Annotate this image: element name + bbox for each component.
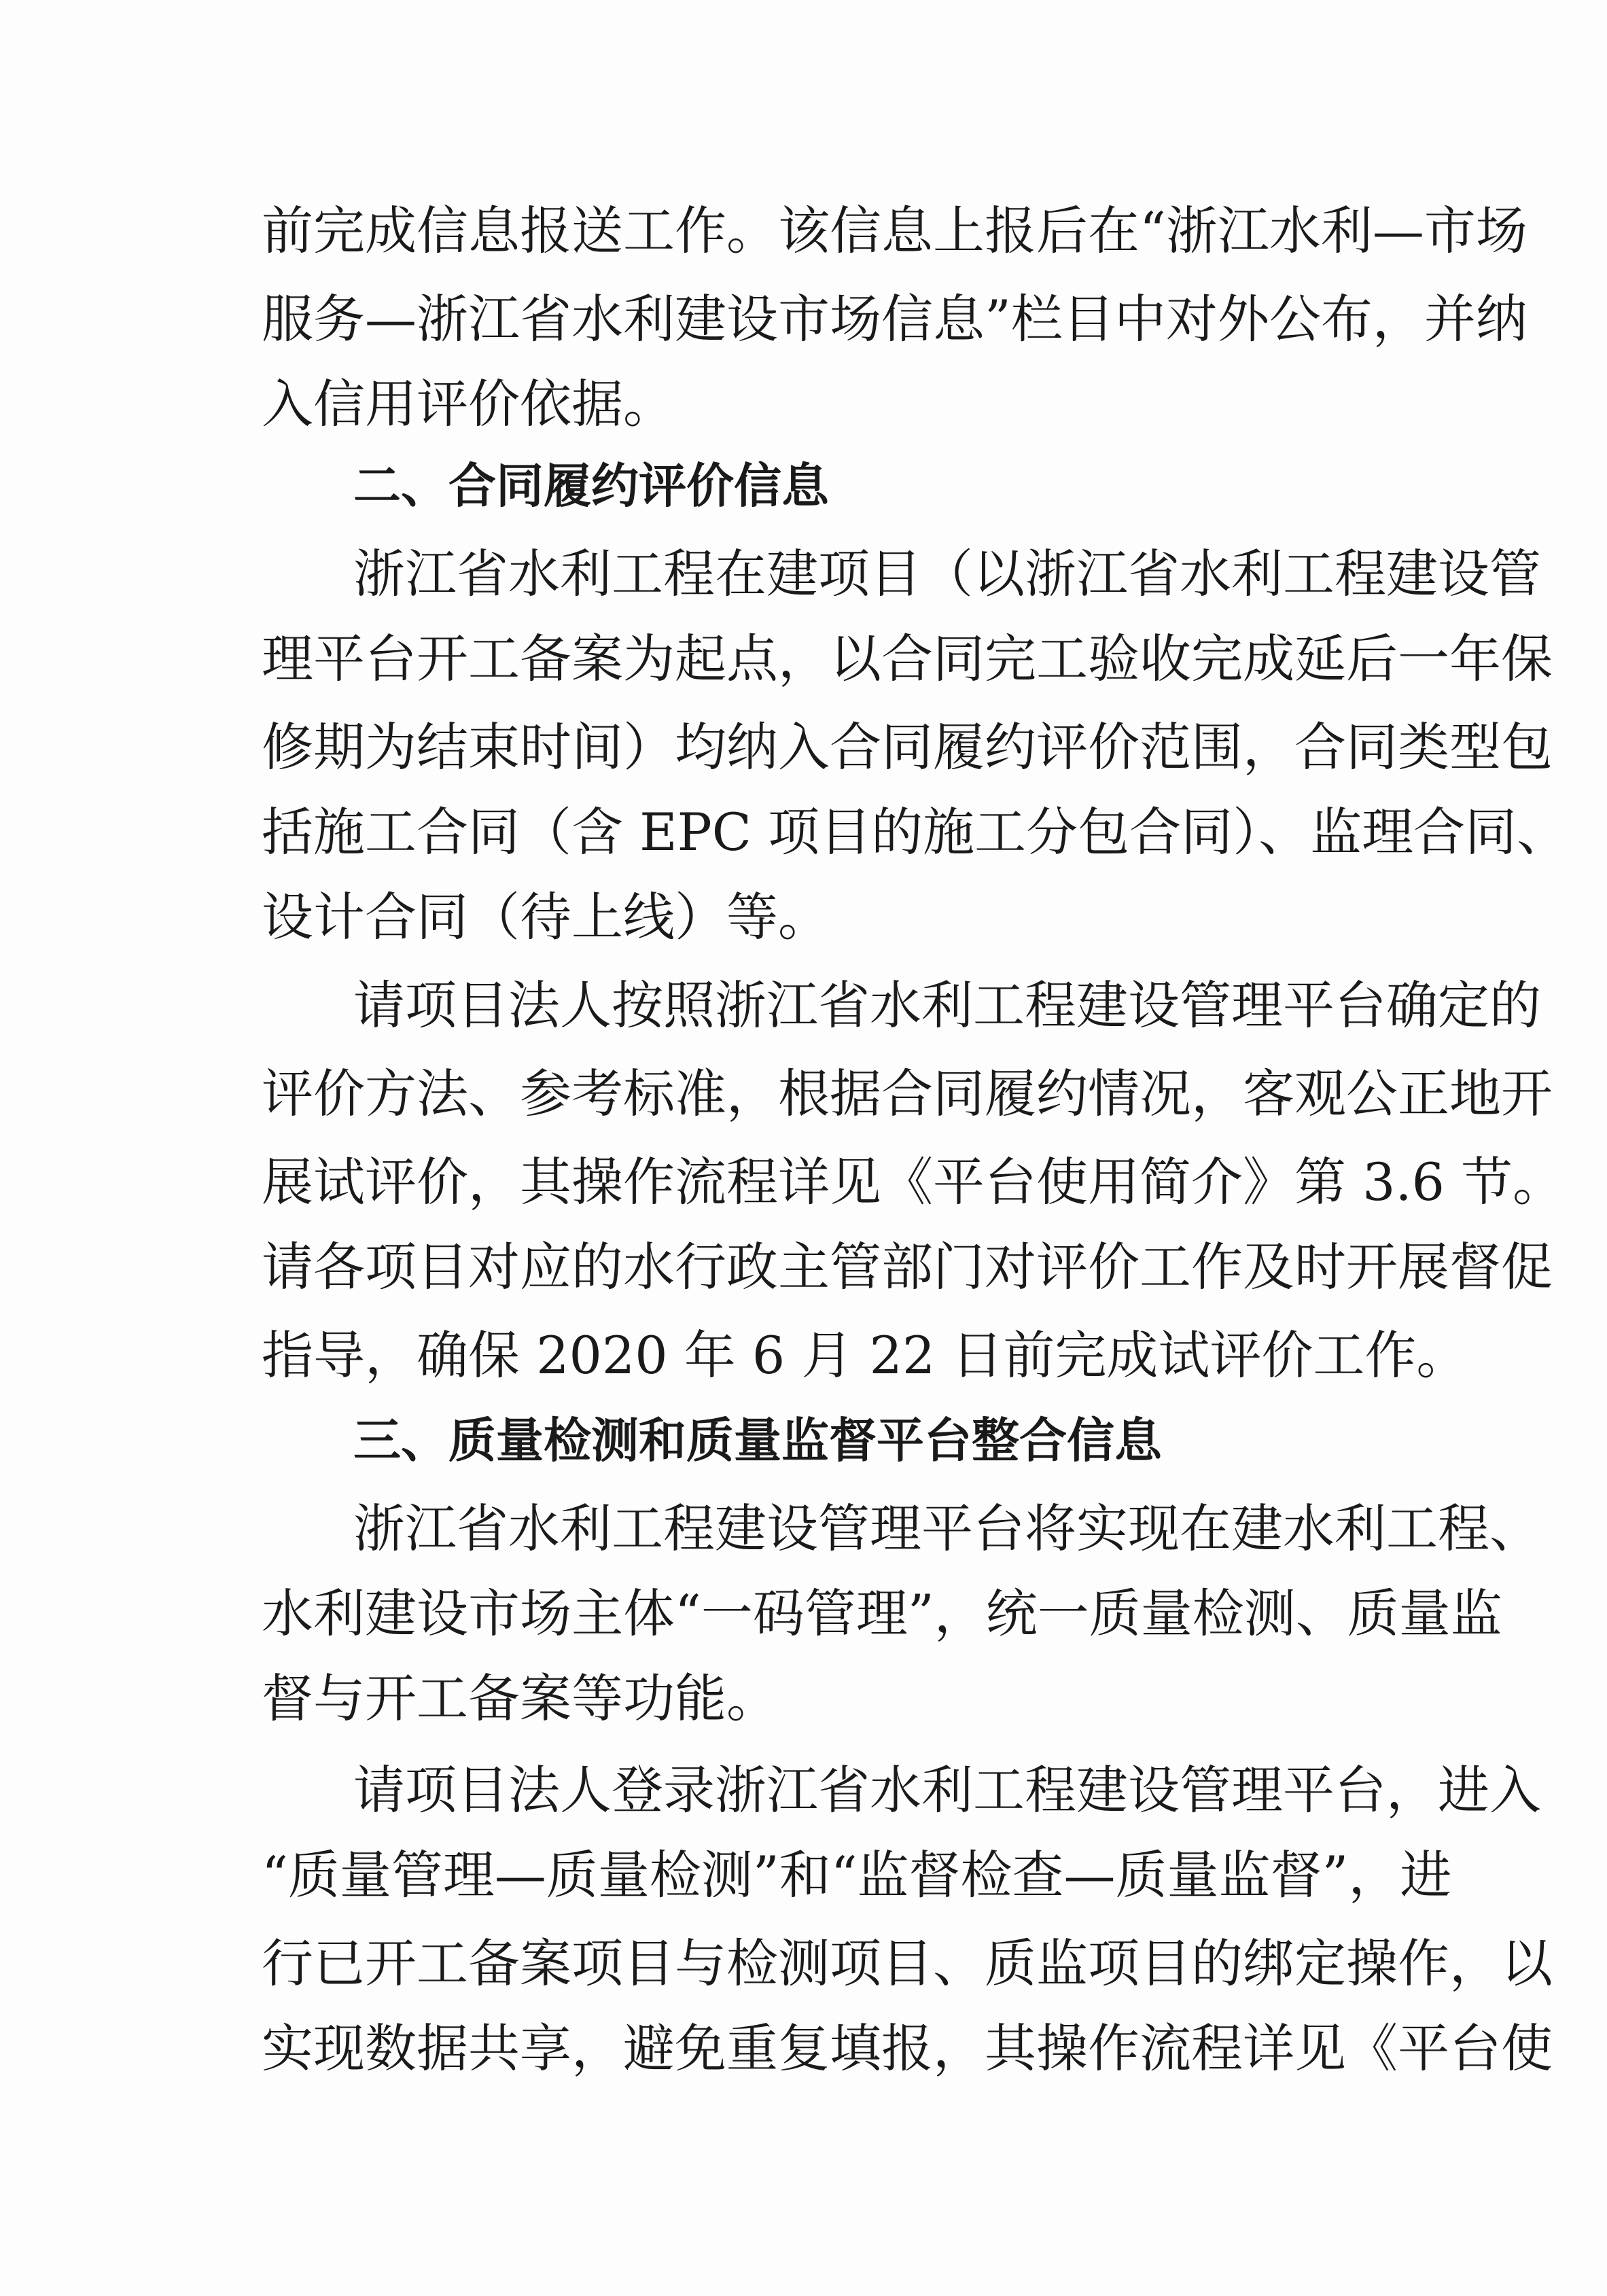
paragraph-line: 指导，确保 2020 年 6 月 22 日前完成试评价工作。 <box>262 1325 1468 1385</box>
paragraph-line: 服务—浙江省水利建设市场信息”栏目中对外公布，并纳 <box>262 289 1527 349</box>
paragraph-line: 展试评价，其操作流程详见《平台使用简介》第 3.6 节。 <box>262 1152 1565 1212</box>
section-heading: 二、合同履约评价信息 <box>353 458 829 514</box>
paragraph-line: 行已开工备案项目与检测项目、质监项目的绑定操作，以 <box>262 1933 1553 1994</box>
paragraph-line: 入信用评价依据。 <box>262 374 675 434</box>
paragraph-line: 修期为结束时间）均纳入合同履约评价范围，合同类型包 <box>262 717 1553 777</box>
paragraph-line: 评价方法、参考标准，根据合同履约情况，客观公正地开 <box>262 1063 1553 1124</box>
paragraph-line: 理平台开工备案为起点，以合同完工验收完成延后一年保 <box>262 629 1553 689</box>
paragraph-line: 水利建设市场主体“一码管理”，统一质量检测、质量监 <box>262 1583 1502 1644</box>
paragraph-line: 浙江省水利工程在建项目（以浙江省水利工程建设管 <box>353 544 1541 604</box>
paragraph-line: “质量管理—质量检测”和“监督检查—质量监督”，进 <box>262 1845 1452 1905</box>
paragraph-line: 请项目法人登录浙江省水利工程建设管理平台，进入 <box>353 1760 1541 1820</box>
paragraph-line: 括施工合同（含 EPC 项目的施工分包合同）、监理合同、 <box>262 802 1569 862</box>
paragraph-line: 前完成信息报送工作。该信息上报后在“浙江水利—市场 <box>262 200 1527 261</box>
paragraph-line: 浙江省水利工程建设管理平台将实现在建水利工程、 <box>353 1498 1541 1559</box>
paragraph-line: 设计合同（待上线）等。 <box>262 887 830 947</box>
paragraph-line: 实现数据共享，避免重复填报，其操作流程详见《平台使 <box>262 2018 1553 2079</box>
paragraph-line: 督与开工备案等功能。 <box>262 1668 778 1729</box>
paragraph-line: 请项目法人按照浙江省水利工程建设管理平台确定的 <box>353 975 1541 1036</box>
section-heading: 三、质量检测和质量监督平台整合信息 <box>353 1413 1162 1468</box>
paragraph-line: 请各项目对应的水行政主管部门对评价工作及时开展督促 <box>262 1237 1553 1297</box>
